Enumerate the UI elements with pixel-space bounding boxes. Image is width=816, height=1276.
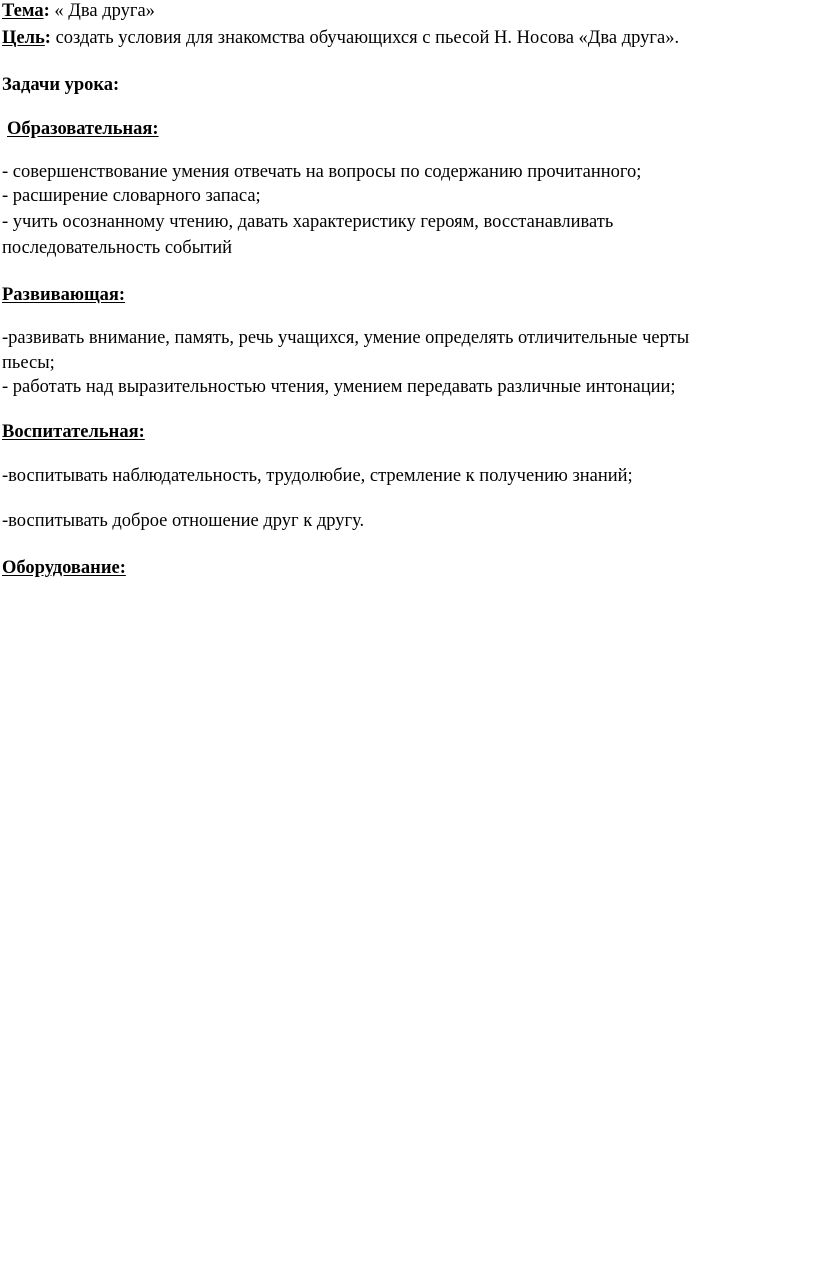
upbringing-item-2: -воспитывать доброе отношение друг к другу. (2, 511, 365, 531)
topic-value: « Два друга» (49, 1, 155, 21)
goal-label: Цель (2, 28, 45, 48)
educational-item-2: - расширение словарного запаса; (2, 186, 261, 206)
topic-line (2, 0, 155, 22)
goal-value: создать условия для знакомства обучающихся с пьесой Н. Носова «Два друга». (50, 28, 680, 48)
topic-label: Тема (2, 1, 44, 21)
equipment-heading: Оборудование: (2, 558, 126, 578)
upbringing-item-1: -воспитывать наблюдательность, трудолюбие, стремление к получению знаний; (2, 466, 633, 486)
educational-item-1: - совершенствование умения отвечать на вопросы по содержанию прочитанного; (2, 162, 642, 182)
topic-colon: : (43, 1, 50, 21)
developing-item-1-cont: пьесы; (2, 353, 55, 373)
educational-item-3-cont: последовательность событий (2, 238, 233, 258)
goal-line (2, 27, 679, 49)
upbringing-heading: Воспитательная: (2, 422, 145, 442)
educational-item-3: - учить осознанному чтению, давать характеристику героям, восстанавливать (2, 212, 614, 232)
goal-colon: : (44, 28, 51, 48)
educational-heading: Образовательная: (7, 119, 159, 139)
developing-item-2: - работать над выразительностью чтения, умением передавать различные интонации; (2, 377, 676, 397)
developing-item-1: -развивать внимание, память, речь учащихся, умение определять отличительные черты (2, 328, 690, 348)
tasks-heading: Задачи урока: (2, 75, 120, 95)
developing-heading: Развивающая: (2, 285, 126, 305)
